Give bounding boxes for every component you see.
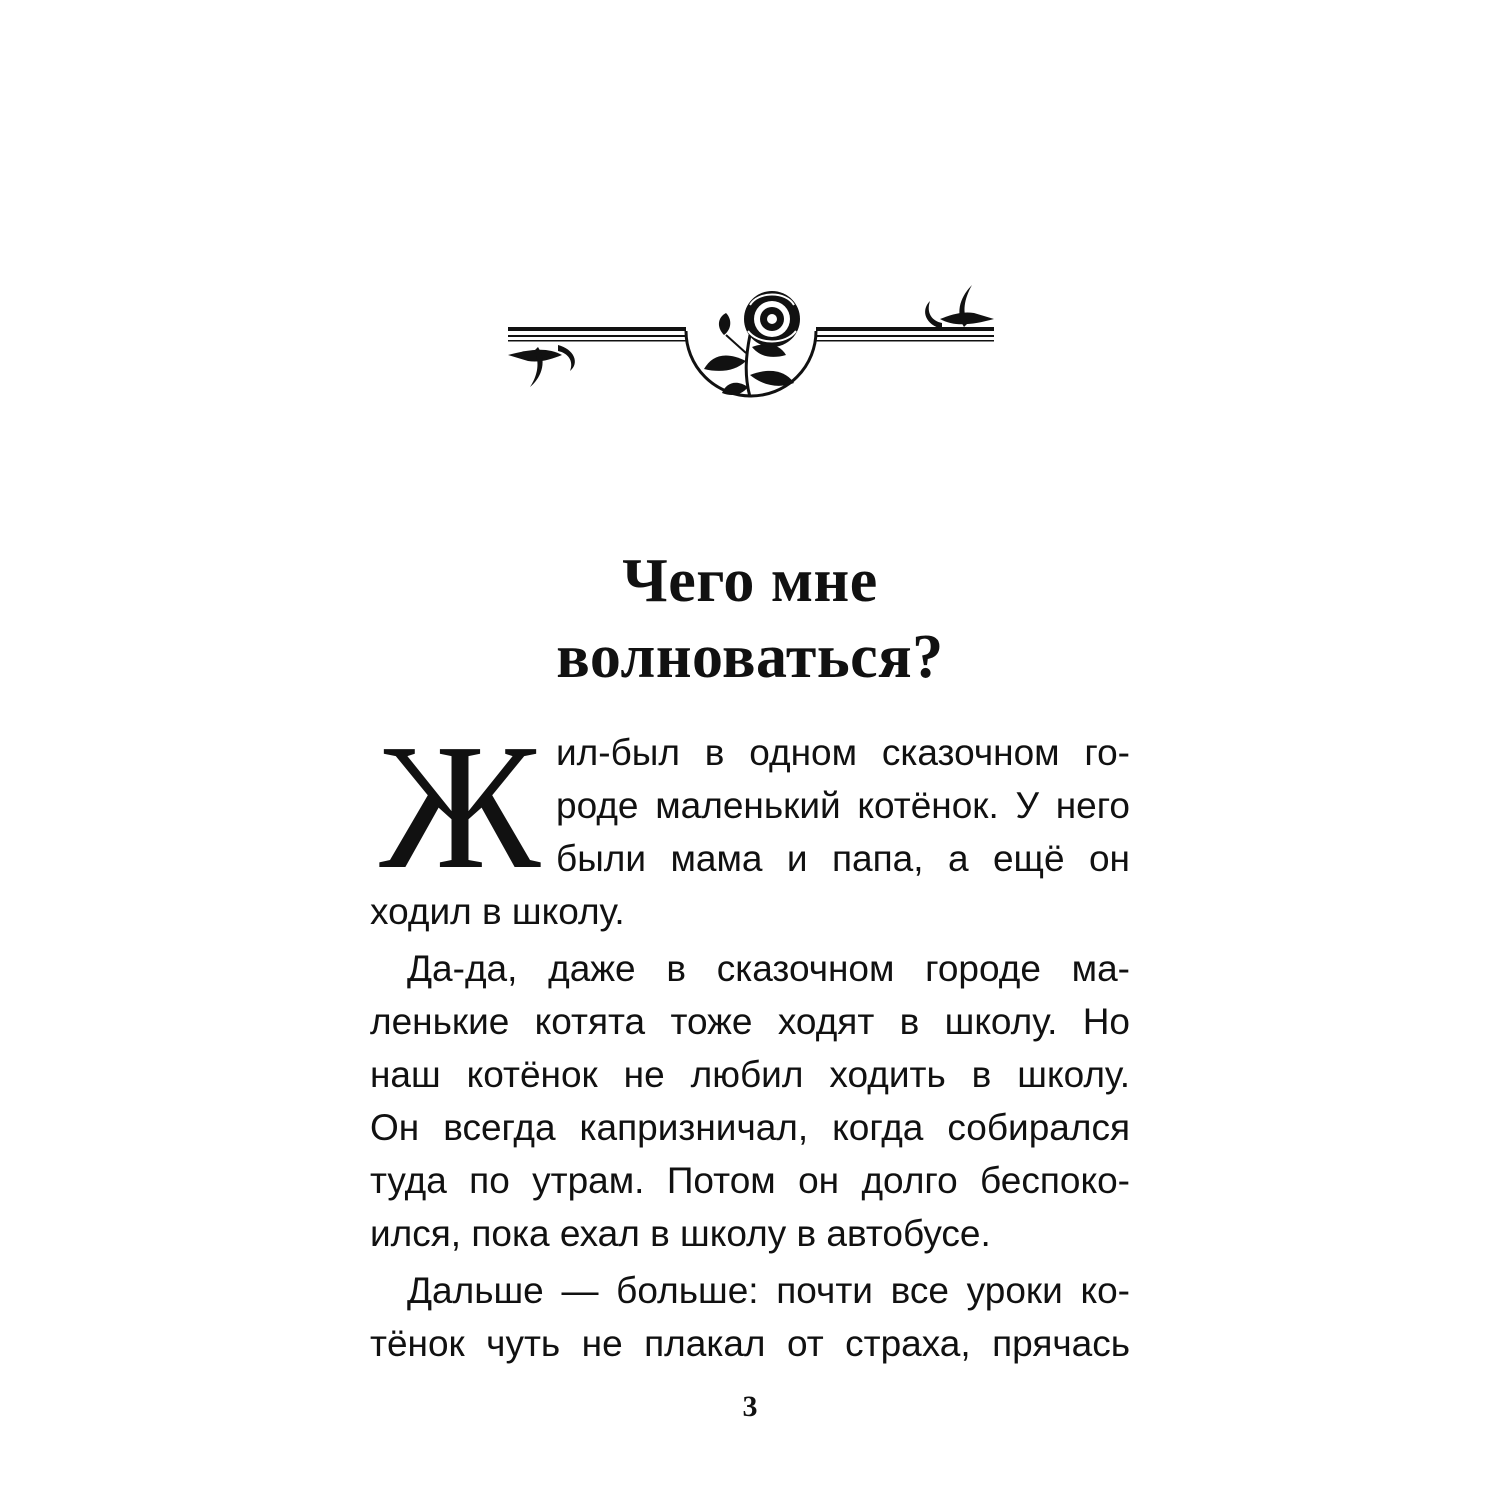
text-line: роде маленький котёнок. У него <box>556 785 1130 826</box>
chapter-title-line2: волноваться? <box>556 623 944 691</box>
text-line: тёнок чуть не плакал от страха, прячась <box>370 1323 1130 1364</box>
floral-ornament <box>500 275 1000 415</box>
text-line: наш котёнок не любил ходить в школу. <box>370 1054 1130 1095</box>
paragraph <box>370 942 1130 1260</box>
text-line: ил-был в одном сказочном го- <box>556 732 1130 773</box>
text-line: ходил в школу. <box>370 891 625 932</box>
page-number: 3 <box>742 1390 758 1423</box>
text-line: Да-да, даже в сказочном городе ма- <box>407 948 1130 989</box>
chapter-title-line1: Чего мне <box>622 547 878 615</box>
drop-cap: Ж <box>379 707 541 906</box>
text-line: Он всегда капризничал, когда собирался <box>370 1107 1130 1148</box>
chapter-title <box>300 543 1200 695</box>
text-line: туда по утрам. Потом он долго беспоко- <box>370 1160 1130 1201</box>
text-line: ился, пока ехал в школу в автобусе. <box>370 1213 991 1254</box>
text-line: были мама и папа, а ещё он <box>556 838 1130 879</box>
text-line: Дальше — больше: почти все уроки ко- <box>407 1270 1130 1311</box>
story-text <box>370 707 1130 1370</box>
text-line: ленькие котята тоже ходят в школу. Но <box>370 1001 1130 1042</box>
paragraph <box>370 1264 1130 1370</box>
